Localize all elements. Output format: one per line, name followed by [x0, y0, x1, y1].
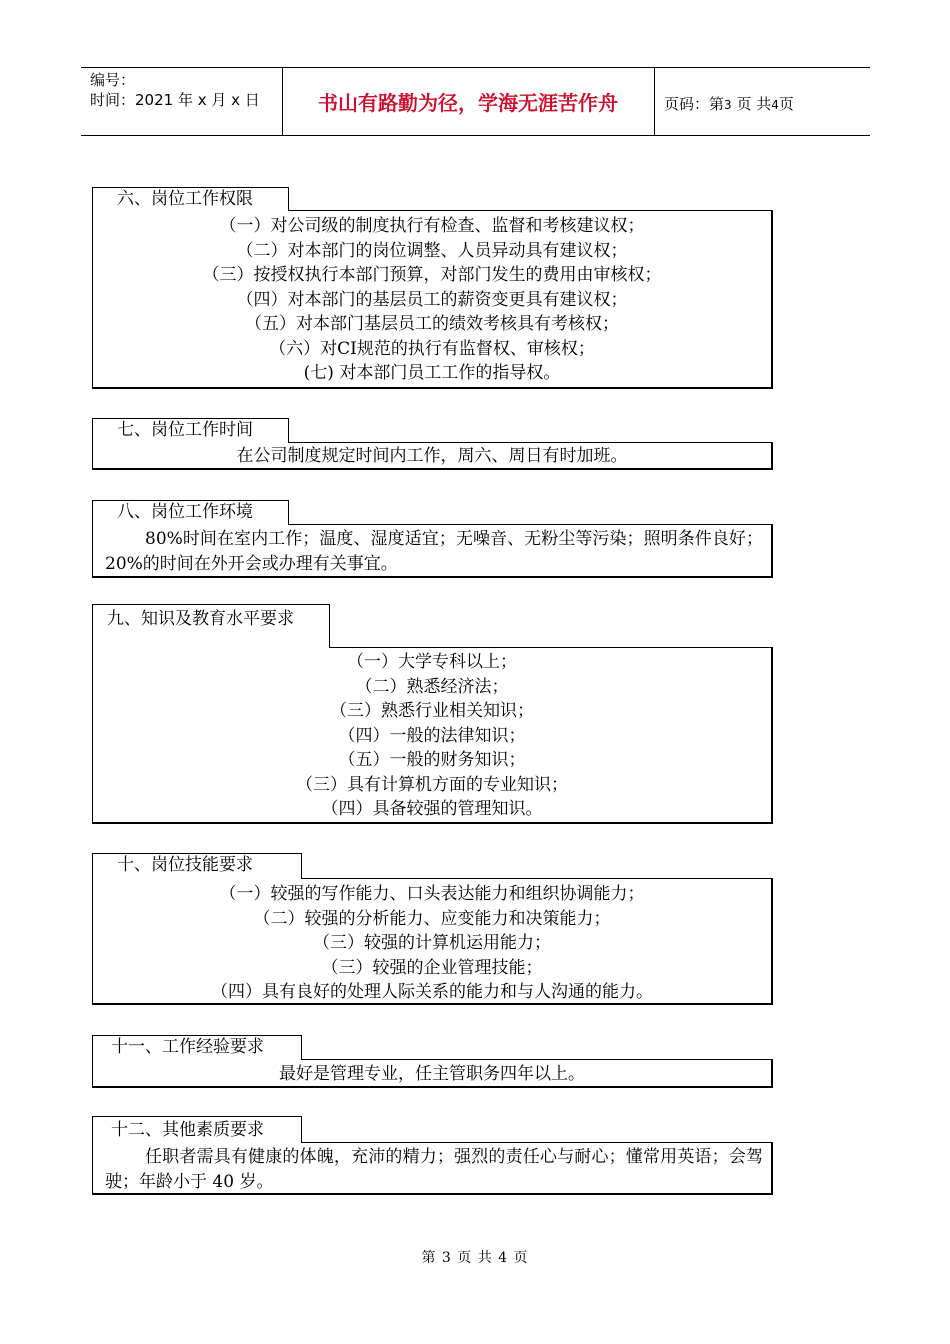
section-6-item: （四）对本部门的基层员工的薪资变更具有建议权； — [236, 289, 628, 310]
section-6-box — [92, 210, 773, 389]
section-6-item: （二）对本部门的岗位调整、人员异动具有建议权； — [236, 240, 628, 261]
section-9-item: （一）大学专科以上； — [347, 652, 517, 672]
section-6-item: （一）对公司级的制度执行有检查、监督和考核建议权； — [219, 216, 645, 236]
section-9-box — [92, 647, 773, 824]
section-6-item: （三）按授权执行本部门预算，对部门发生的费用由审核权； — [202, 265, 662, 285]
section-9-item: （四）一般的法律知识； — [338, 725, 526, 746]
page-mid: 页 共 — [736, 95, 772, 113]
section-12-box — [92, 1142, 773, 1195]
section-11-item: 最好是管理专业，任主管职务四年以上。 — [279, 1064, 585, 1084]
section-7-title: 七、岗位工作时间 — [92, 418, 289, 443]
section-6-item: (七) 对本部门员工工作的指导权。 — [303, 363, 561, 383]
section-10-item: （四）具有良好的处理人际关系的能力和与人沟通的能力。 — [211, 982, 653, 1002]
section-6-item: （五）对本部门基层员工的绩效考核具有考核权； — [245, 314, 619, 334]
section-6-title: 六、岗位工作权限 — [92, 187, 289, 211]
page-footer: 第 3 页 共 4 页 — [421, 1250, 529, 1266]
header-divider-right — [654, 67, 655, 135]
page-end: 页 — [778, 95, 794, 113]
section-8-box — [92, 524, 773, 578]
header-bottom-rule — [81, 135, 870, 136]
header-page-info — [664, 93, 794, 114]
section-9-item: （二）熟悉经济法； — [355, 676, 509, 697]
section-8-title: 八、岗位工作环境 — [92, 500, 289, 525]
section-10-box — [92, 878, 773, 1005]
time-label: 时间：2021 年 x 月 x 日 — [90, 91, 260, 109]
section-12-text: 任职者需具有健康的体魄，充沛的精力；强烈的责任心与耐心；懂常用英语；会驾驶；年龄小于 40 岁。 — [105, 1147, 763, 1192]
section-9-item: （三）具有计算机方面的专业知识； — [296, 774, 568, 795]
section-10-item: （三）较强的计算机运用能力； — [313, 933, 551, 953]
page-number: 3 — [724, 98, 732, 112]
section-6-item: （六）对CI规范的执行有监督权、审核权； — [269, 338, 595, 359]
section-10-item: （二）较强的分析能力、应变能力和决策能力； — [253, 908, 611, 929]
section-10-item: （三）较强的企业管理技能； — [321, 957, 543, 978]
section-11-box — [92, 1059, 773, 1088]
section-8-text: 80%时间在室内工作；温度、湿度适宜；无噪音、无粉尘等污染；照明条件良好；20%的时间在外开会或办理有关事宜。 — [105, 529, 763, 574]
section-12-title: 十二、其他素质要求 — [92, 1116, 302, 1143]
section-10-title: 十、岗位技能要求 — [92, 853, 302, 879]
section-9-item: （五）一般的财务知识； — [338, 750, 526, 770]
page-label: 页码：第 — [664, 95, 725, 113]
header-info — [90, 70, 260, 110]
number-label: 编号： — [90, 71, 136, 89]
section-7-box — [92, 442, 773, 470]
section-9-title: 九、知识及教育水平要求 — [92, 604, 330, 648]
header-motto: 书山有路勤为径，学海无涯苦作舟 — [318, 90, 618, 115]
section-10-item: （一）较强的写作能力、口头表达能力和组织协调能力； — [219, 884, 645, 904]
section-11-title: 十一、工作经验要求 — [92, 1035, 302, 1060]
section-9-item: （三）熟悉行业相关知识； — [330, 701, 534, 721]
section-7-item: 在公司制度规定时间内工作，周六、周日有时加班。 — [236, 446, 628, 466]
page-total: 4 — [771, 98, 779, 112]
section-9-item: （四）具备较强的管理知识。 — [321, 799, 543, 819]
